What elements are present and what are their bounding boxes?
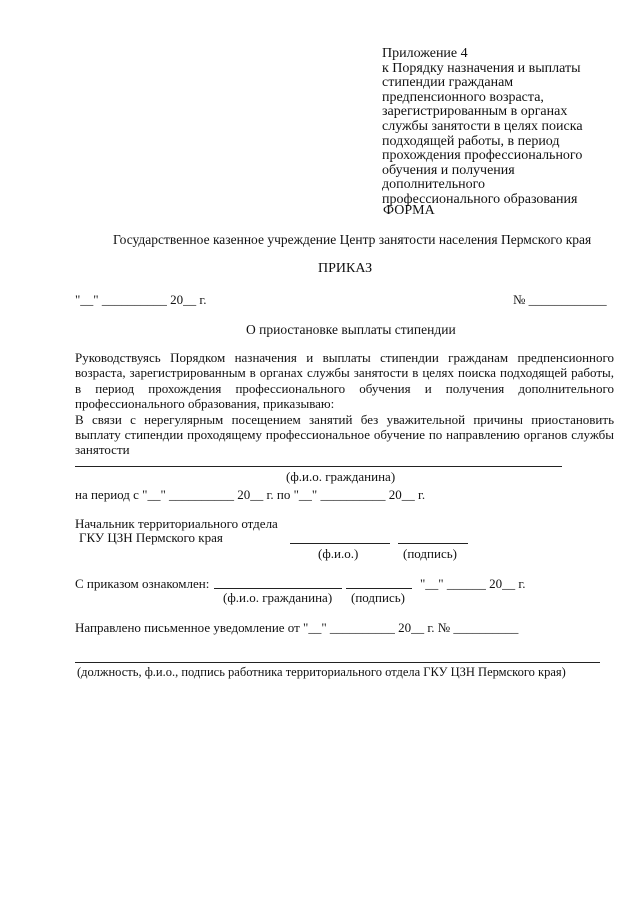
form-label: ФОРМА bbox=[383, 203, 435, 218]
appendix-line: стипендии гражданам bbox=[382, 75, 514, 91]
citizen-caption: (ф.и.о. гражданина) bbox=[286, 469, 396, 484]
footer-signature-line bbox=[75, 662, 600, 663]
appendix-line: подходящей работы, в период bbox=[382, 133, 560, 149]
head-fio-line bbox=[290, 543, 390, 544]
acquainted-sign-line bbox=[346, 588, 412, 589]
appendix-block bbox=[382, 47, 622, 208]
head-title-line-1: Начальник территориального отдела bbox=[75, 516, 278, 531]
body-paragraph: В связи с нерегулярным посещением занятий без уважительной причины приостановить выплату стипендии проходящему профессиональное обучение по направлению органов службы занятости bbox=[75, 411, 614, 458]
head-sign-line bbox=[398, 543, 468, 544]
footer-caption: (должность, ф.и.о., подпись работника территориального отдела ГКУ ЦЗН Пермского края) bbox=[77, 665, 566, 679]
appendix-line: прохождения профессионального bbox=[382, 148, 583, 164]
order-title: ПРИКАЗ bbox=[318, 261, 373, 276]
head-sign-caption: (подпись) bbox=[403, 546, 457, 561]
acquainted-date: "__" ______ 20__ г. bbox=[420, 576, 526, 591]
acquainted-fio-line bbox=[214, 588, 342, 589]
acquainted-label: С приказом ознакомлен: bbox=[75, 576, 210, 591]
citizen-name-line bbox=[75, 466, 562, 467]
order-number-line: № ____________ bbox=[513, 292, 607, 307]
period-line: на период с "__" __________ 20__ г. по "__" __________ 20__ г. bbox=[75, 487, 426, 502]
head-fio-caption: (ф.и.о.) bbox=[318, 546, 359, 561]
acquainted-fio-caption: (ф.и.о. гражданина) bbox=[223, 590, 333, 605]
appendix-line: профессионального образования bbox=[382, 191, 578, 207]
appendix-line: предпенсионного возраста, bbox=[382, 89, 544, 105]
order-body bbox=[75, 350, 614, 458]
appendix-line: зарегистрированным в органах bbox=[382, 104, 568, 120]
notice-line: Направлено письменное уведомление от "__" __________ 20__ г. № __________ bbox=[75, 620, 519, 635]
appendix-line: Приложение 4 bbox=[382, 46, 468, 61]
acquainted-sign-caption: (подпись) bbox=[351, 590, 405, 605]
order-date-line: "__" __________ 20__ г. bbox=[75, 292, 207, 307]
appendix-line: дополнительного bbox=[382, 177, 485, 193]
head-title-line-2: ГКУ ЦЗН Пермского края bbox=[79, 530, 223, 545]
appendix-line: службы занятости в целях поиска bbox=[382, 118, 583, 134]
appendix-line: обучения и получения bbox=[382, 162, 515, 178]
body-paragraph: Руководствуясь Порядком назначения и выплаты стипендии гражданам предпенсионного возраста, зарегистрированным в органах службы занятости в целях поиска подходящей работы, в период прохождения профессионального обучения и получения дополнительного профессионального образования, приказываю: bbox=[75, 350, 614, 412]
order-subject: О приостановке выплаты стипендии bbox=[246, 322, 456, 337]
organization-name: Государственное казенное учреждение Центр занятости населения Пермского края bbox=[113, 232, 592, 247]
appendix-line: к Порядку назначения и выплаты bbox=[382, 60, 581, 76]
